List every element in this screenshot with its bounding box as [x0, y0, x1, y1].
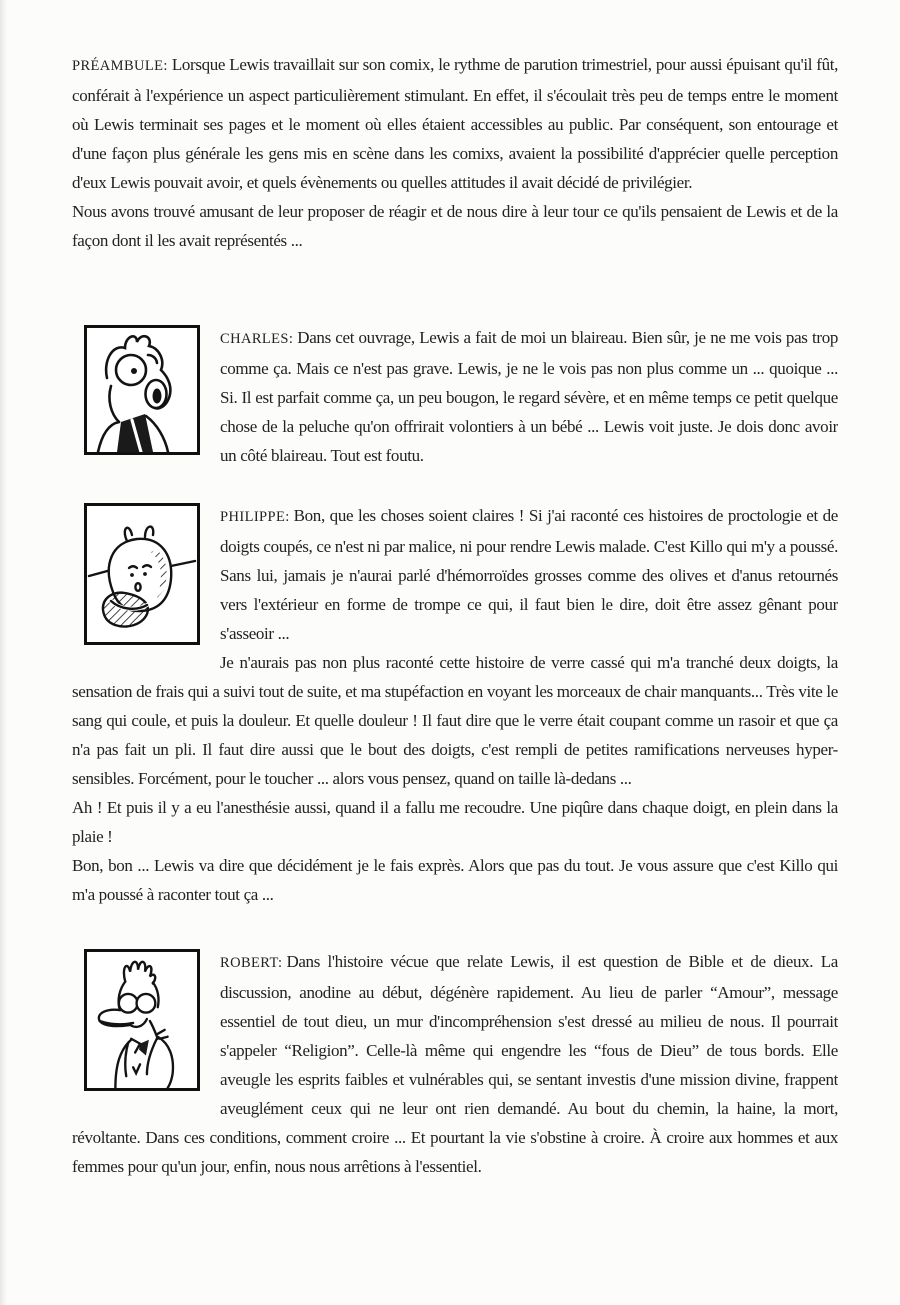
philippe-paragraph-4: Bon, bon ... Lewis va dire que décidément je le fais exprès. Alors que pas du tout. Je vous assure que c'est Killo qui m'a poussé à raconter tout ça ... [72, 856, 838, 904]
philippe-text-1: Bon, que les choses soient claires ! Si j'ai raconté ces histoires de proctologie et de doigts coupés, ce n'est ni par malice, ni pour rendre Lewis malade. C'est Killo qui m'y a poussé. Sans lui, jamais je n'aurai parlé d'hémorroïdes grosses comme des olives et d'anus retournés vers l'extérieur en forme de trompe ce qui, il faut bien le dire, doit être assez gênant pour s'asseoir ... [220, 506, 838, 643]
preamble-paragraph-1 [72, 50, 838, 197]
philippe-label: PHILIPPE: [220, 509, 290, 525]
philippe-paragraph-2: Je n'aurais pas non plus raconté cette histoire de verre cassé qui m'a tranché deux doigts, la sensation de frais qui a suivi tout de suite, et ma stupéfaction en voyant les morceaux de chair manquants... Très vite le sang qui coule, et puis la douleur. Et quelle douleur ! Il faut dire que le verre était coupant comme un rasoir et que ça n'a pas fait un pli. Il faut dire aussi que le bout des doigts, c'est rempli de petites ramifications nerveuses hyper-sensibles. Forcément, pour le toucher ... alors vous pensez, quand on taille là-dedans ... [72, 653, 838, 788]
robert-section [72, 947, 838, 1181]
charles-portrait-frame [84, 325, 200, 455]
preamble-paragraph-2: Nous avons trouvé amusant de leur proposer de réagir et de nous dire à leur tour ce qu'ils pensaient de Lewis et de la façon dont il les avait représentés ... [72, 202, 838, 250]
robert-portrait-frame [84, 949, 200, 1091]
philippe-portrait-frame [84, 503, 200, 645]
philippe-paragraph-3: Ah ! Et puis il y a eu l'anesthésie aussi, quand il a fallu me recoudre. Une piqûre dans chaque doigt, en plein dans la plaie ! [72, 798, 838, 846]
robert-portrait-icon [87, 952, 197, 1088]
robert-text: Dans l'histoire vécue que relate Lewis, il est question de Bible et de dieux. La discussion, anodine au début, dégénère rapidement. Au lieu de parler “Amour”, message essentiel de tout dieu, un mur d'incompréhension s'est dressé au milieu de nous. Il pourrait s'appeler “Religion”. Celle-là même qui engendre les “fous de Dieu” de tous bords. Elle aveugle les esprits faibles et vulnérables qui, se sentant investis d'une mission divine, frappent aveuglément ceux qui ne leur ont rien demandé. Au bout du chemin, la haine, la mort, révoltante. Dans ces conditions, comment croire ... Et pourtant la vie s'obstine à croire. À croire aux hommes et aux femmes pour qu'un jour, enfin, nous nous arrêtions à l'essentiel. [72, 952, 838, 1176]
charles-section [72, 323, 838, 470]
preamble-text-1: Lorsque Lewis travaillait sur son comix, le rythme de parution trimestriel, pour aussi épuisant qu'il fût, conférait à l'expérience un aspect particulièrement stimulant. En effet, il s'écoulait très peu de temps entre le moment où Lewis terminait ses pages et le moment où elles étaient accessibles au public. Par conséquent, son entourage et d'une façon plus générale les gens mis en scène dans les comixs, avaient la possibilité d'apprécier quelle perception d'eux Lewis pouvait avoir, et quels évènements ou quelles attitudes il avait décidé de privilégier. [72, 55, 838, 192]
preamble-label: PRÉAMBULE: [72, 58, 168, 74]
robert-label: ROBERT: [220, 955, 283, 971]
philippe-section [72, 501, 838, 909]
charles-portrait-icon [87, 328, 197, 452]
philippe-portrait-icon [87, 506, 197, 642]
charles-label: CHARLES: [220, 331, 294, 347]
charles-text: Dans cet ouvrage, Lewis a fait de moi un blaireau. Bien sûr, je ne me vois pas trop comme ça. Mais ce n'est pas grave. Lewis, je ne le vois pas non plus comme un ... quoique ... Si. Il est parfait comme ça, un peu bougon, le regard sévère, et en même temps ce petit quelque chose de la peluche qu'on offrirait volontiers à un bébé ... Lewis voit juste. Je dois donc avoir un côté blaireau. Tout est foutu. [220, 328, 838, 465]
